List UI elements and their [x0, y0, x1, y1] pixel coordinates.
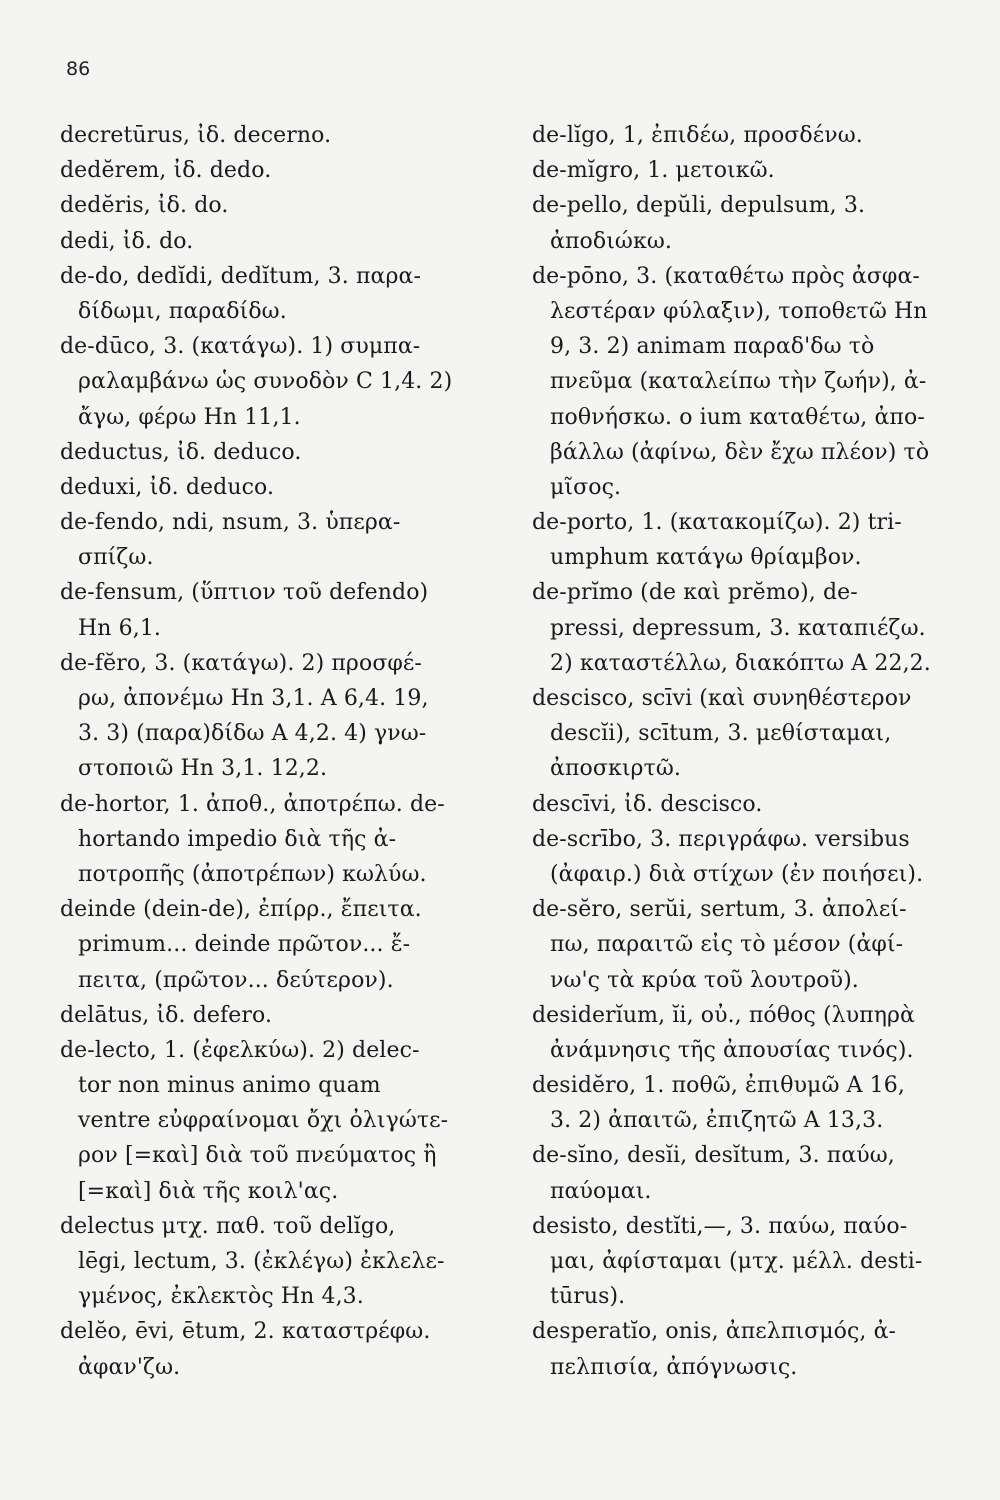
- dictionary-line: lēgi, lectum, 3. (ἐκλέγω) ἐκλελε-: [78, 1249, 445, 1274]
- dictionary-line: descisco, scīvi (καὶ συνηθέστερον: [532, 686, 912, 711]
- dictionary-line: ρω, ἀπονέμω Hn 3,1. A 6,4. 19,: [78, 686, 429, 711]
- dictionary-line: de-sĕro, serŭi, sertum, 3. ἀπολεί-: [532, 897, 907, 923]
- dictionary-line: ἀφαν'ζω.: [78, 1354, 181, 1380]
- dictionary-line: νω'ς τὰ κρύα τοῦ λουτροῦ).: [550, 967, 859, 993]
- dictionary-line: de-sĭno, desĭi, desĭtum, 3. παύω,: [532, 1143, 895, 1169]
- dictionary-line: dedi, ἰδ. do.: [60, 228, 194, 254]
- dictionary-line: γμένος, ἐκλεκτὸς Hn 4,3.: [78, 1284, 364, 1310]
- dictionary-line: desperatĭo, onis, ἀπελπισμός, ἀ-: [532, 1319, 897, 1345]
- dictionary-line: descīvi, ἰδ. descisco.: [532, 791, 763, 817]
- left-column: [60, 118, 500, 1385]
- dictionary-line: de-do, dedĭdi, dedĭtum, 3. παρα-: [60, 263, 421, 289]
- dictionary-line: descĭi), scītum, 3. μεθίσταμαι,: [550, 721, 892, 747]
- dictionary-line: de-lĭgo, 1, ἐπιδέω, προσδένω.: [532, 123, 863, 148]
- dictionary-line: desisto, destĭti,—, 3. παύω, παύο-: [532, 1213, 908, 1239]
- dictionary-line: βάλλω (ἀφίνω, δὲν ἔχω πλέον) τὸ: [550, 439, 930, 465]
- page-number: 86: [66, 58, 91, 80]
- dictionary-line: σπίζω.: [78, 545, 154, 571]
- dictionary-line: hortando impedio διὰ τῆς ἀ-: [78, 826, 397, 852]
- dictionary-line: de-dūco, 3. (κατάγω). 1) συμπα-: [60, 334, 421, 360]
- dictionary-line: tor non minus animo quam: [78, 1073, 381, 1099]
- dictionary-line: de-pello, depŭli, depulsum, 3.: [532, 193, 866, 219]
- dictionary-line: desiderĭum, ĭi, οὐ., πόθος (λυπηρὰ: [532, 1002, 915, 1028]
- dictionary-line: de-hortor, 1. ἀποθ., ἀποτρέπω. de-: [60, 791, 445, 817]
- dictionary-line: de-lecto, 1. (ἐφελκύω). 2) delec-: [60, 1037, 420, 1063]
- dictionary-line: ποτροπῆς (ἀποτρέπων) κωλύω.: [78, 861, 427, 887]
- dictionary-line: ρον [=καὶ] διὰ τοῦ πνεύματος ἢ: [78, 1143, 437, 1169]
- dictionary-line: [=καὶ] διὰ τῆς κοιλ'ας.: [78, 1178, 339, 1204]
- dictionary-line: de-scrībo, 3. περιγράφω. versibus: [532, 826, 910, 852]
- dictionary-line: pressi, depressum, 3. καταπιέζω.: [550, 615, 926, 641]
- dictionary-line: ἀποδιώκω.: [550, 228, 672, 254]
- dictionary-line: de-pōno, 3. (καταθέτω πρὸς ἀσφα-: [532, 263, 920, 289]
- dictionary-line: de-porto, 1. (κατακομίζω). 2) tri-: [532, 510, 902, 536]
- dictionary-line: πνεῦμα (καταλείπω τὴν ζωήν), ἀ-: [550, 369, 927, 395]
- dictionary-line: deinde (dein-de), ἐπίρρ., ἔπειτα.: [60, 897, 422, 923]
- dictionary-line: ἀποσκιρτῶ.: [550, 756, 681, 782]
- dictionary-line: στοποιῶ Hn 3,1. 12,2.: [78, 756, 328, 782]
- dictionary-line: de-fensum, (ὕπτιον τοῦ defendo): [60, 580, 429, 606]
- dictionary-line: ἄγω, φέρω Hn 11,1.: [78, 404, 301, 430]
- right-column: [532, 118, 972, 1385]
- dictionary-line: 3. 2) ἀπαιτῶ, ἐπιζητῶ A 13,3.: [550, 1108, 884, 1134]
- dictionary-line: (ἀφαιρ.) διὰ στίχων (ἐν ποιήσει).: [550, 861, 924, 887]
- dictionary-line: μαι, ἀφίσταμαι (μτχ. μέλλ. desti-: [550, 1249, 923, 1274]
- dictionary-line: dedĕris, ἰδ. do.: [60, 193, 229, 219]
- dictionary-line: παύομαι.: [550, 1178, 652, 1204]
- dictionary-line: desidĕro, 1. ποθῶ, ἐπιθυμῶ A 16,: [532, 1073, 905, 1099]
- dictionary-line: πω, παραιτῶ εἰς τὸ μέσον (ἀφί-: [550, 932, 904, 958]
- dictionary-line: delĕo, ēvi, ētum, 2. καταστρέφω.: [60, 1319, 431, 1345]
- dictionary-line: tūrus).: [550, 1284, 626, 1310]
- dictionary-line: deductus, ἰδ. deduco.: [60, 439, 302, 465]
- dictionary-line: ποθνήσκω. o ium καταθέτω, ἀπο-: [550, 404, 925, 430]
- dictionary-line: 3. 3) (παρα)δίδω A 4,2. 4) γνω-: [78, 721, 427, 747]
- dictionary-line: de-prĭmo (de καὶ prĕmo), de-: [532, 580, 858, 606]
- dictionary-line: πειτα, (πρῶτον... δεύτερον).: [78, 967, 394, 993]
- dictionary-line: dedĕrem, ἰδ. dedo.: [60, 158, 272, 184]
- dictionary-line: ventre εὐφραίνομαι ὄχι ὀλιγώτε-: [78, 1108, 449, 1134]
- dictionary-line: de-mĭgro, 1. μετοικῶ.: [532, 158, 775, 184]
- dictionary-line: λεστέραν φύλαξιν), τοποθετῶ Hn: [550, 298, 928, 324]
- dictionary-line: de-fendo, ndi, nsum, 3. ὑπερα-: [60, 510, 401, 536]
- dictionary-line: delātus, ἰδ. defero.: [60, 1002, 273, 1028]
- dictionary-line: ραλαμβάνω ὡς συνοδὸν C 1,4. 2): [78, 369, 453, 395]
- dictionary-line: decretūrus, ἰδ. decerno.: [60, 123, 332, 148]
- dictionary-line: 9, 3. 2) animam παραδ'δω τὸ: [550, 334, 875, 360]
- dictionary-line: ἀνάμνησις τῆς ἀπουσίας τινός).: [550, 1037, 914, 1063]
- dictionary-line: 2) καταστέλλω, διακόπτω A 22,2.: [550, 650, 931, 676]
- dictionary-line: umphum κατάγω θρίαμβον.: [550, 545, 862, 571]
- dictionary-line: δίδωμι, παραδίδω.: [78, 298, 287, 324]
- dictionary-line: delectus μτχ. παθ. τοῦ delĭgo,: [60, 1213, 396, 1239]
- dictionary-line: de-fĕro, 3. (κατάγω). 2) προσφέ-: [60, 650, 422, 676]
- dictionary-line: primum... deinde πρῶτον... ἔ-: [78, 932, 411, 958]
- dictionary-line: deduxi, ἰδ. deduco.: [60, 474, 275, 500]
- dictionary-line: μῖσος.: [550, 474, 622, 500]
- dictionary-line: Hn 6,1.: [78, 615, 162, 641]
- dictionary-line: πελπισία, ἀπόγνωσις.: [550, 1354, 798, 1380]
